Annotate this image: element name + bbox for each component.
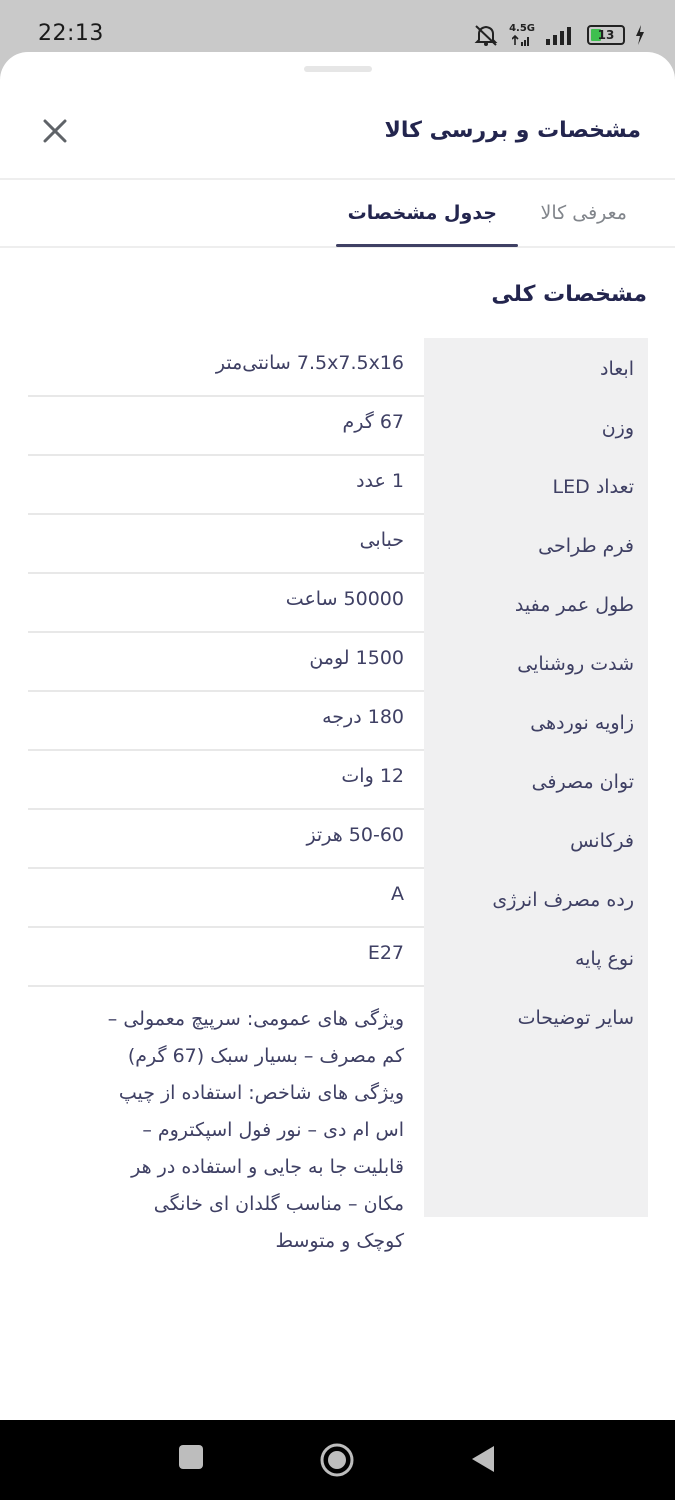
spec-row-brightness: [28, 633, 648, 692]
spec-row-design-form: [28, 515, 648, 574]
spec-value: 50000 ساعت: [285, 588, 404, 610]
status-bar: [0, 0, 675, 58]
battery-percent: 13: [597, 28, 615, 42]
tab-specifications[interactable]: جدول مشخصات: [347, 202, 497, 224]
tab-bar: [0, 182, 675, 248]
status-time: 22:13: [38, 21, 104, 46]
bottom-sheet: [0, 52, 675, 1420]
spec-value: 67 گرم: [342, 411, 404, 433]
spec-table: [28, 338, 648, 1252]
spec-value: E27: [367, 942, 404, 964]
spec-row-frequency: [28, 810, 648, 869]
spec-label: شدت روشنایی: [424, 633, 648, 692]
spec-label: رده مصرف انرژی: [424, 869, 648, 928]
recent-apps-icon[interactable]: [178, 1444, 204, 1474]
system-nav-bar: [0, 1420, 675, 1500]
spec-label: وزن: [424, 397, 648, 456]
tab-product-intro[interactable]: معرفی کالا: [540, 202, 627, 224]
spec-row-weight: [28, 397, 648, 456]
sheet-title: مشخصات و بررسی کالا: [384, 118, 641, 143]
signal-icon: [545, 25, 577, 45]
spec-label: فرکانس: [424, 810, 648, 869]
network-type: 4.5G: [509, 23, 535, 34]
spec-label: ابعاد: [424, 338, 648, 397]
spec-row-lifetime: [28, 574, 648, 633]
mute-icon: [473, 23, 499, 47]
spec-row-dimensions: [28, 338, 648, 397]
close-button[interactable]: [38, 114, 72, 148]
network-signal-icon: [509, 24, 535, 46]
spec-row-led-count: [28, 456, 648, 515]
spec-row-beam-angle: [28, 692, 648, 751]
status-icons: [473, 22, 645, 48]
spec-row-base-type: [28, 928, 648, 987]
spec-value: 7.5x7.5x16 سانتی‌متر: [215, 352, 404, 374]
spec-label: نوع پایه: [424, 928, 648, 987]
spec-label: زاویه نوردهی: [424, 692, 648, 751]
back-icon[interactable]: [470, 1444, 496, 1478]
spec-row-power: [28, 751, 648, 810]
drag-handle[interactable]: [304, 66, 372, 72]
spec-value: 1500 لومن: [309, 647, 404, 669]
spec-label: سایر توضیحات: [424, 987, 648, 1217]
spec-value: 180 درجه: [322, 706, 404, 728]
battery-icon: [587, 25, 625, 45]
spec-row-energy-class: [28, 869, 648, 928]
spec-label: طول عمر مفید: [424, 574, 648, 633]
active-tab-indicator: [336, 244, 518, 247]
sheet-header: [0, 92, 675, 180]
spec-value: 12 وات: [341, 765, 404, 787]
spec-value: ویژگی های عمومی: سرپیچ معمولی – کم مصرف – بسیار سبک (67 گرم) ویژگی های شاخص: استفاده از چیپ اس ام دی – نور فول اسپکتروم – قابلیت جا به جایی و استفاده در هر مکان – مناسب گلدان ای خانگی کوچک و متوسط: [107, 1008, 404, 1252]
charging-icon: [635, 25, 645, 45]
spec-label: توان مصرفی: [424, 751, 648, 810]
spec-value: 1 عدد: [356, 470, 404, 492]
spec-row-other-description: [28, 987, 648, 1252]
spec-label: تعداد LED: [424, 456, 648, 515]
section-title: مشخصات کلی: [491, 282, 647, 307]
spec-label: فرم طراحی: [424, 515, 648, 574]
home-icon[interactable]: [319, 1442, 355, 1482]
close-icon: [42, 118, 68, 144]
spec-value: 50-60 هرتز: [306, 824, 404, 846]
spec-value: حبابی: [359, 529, 404, 551]
spec-value: A: [391, 883, 404, 905]
